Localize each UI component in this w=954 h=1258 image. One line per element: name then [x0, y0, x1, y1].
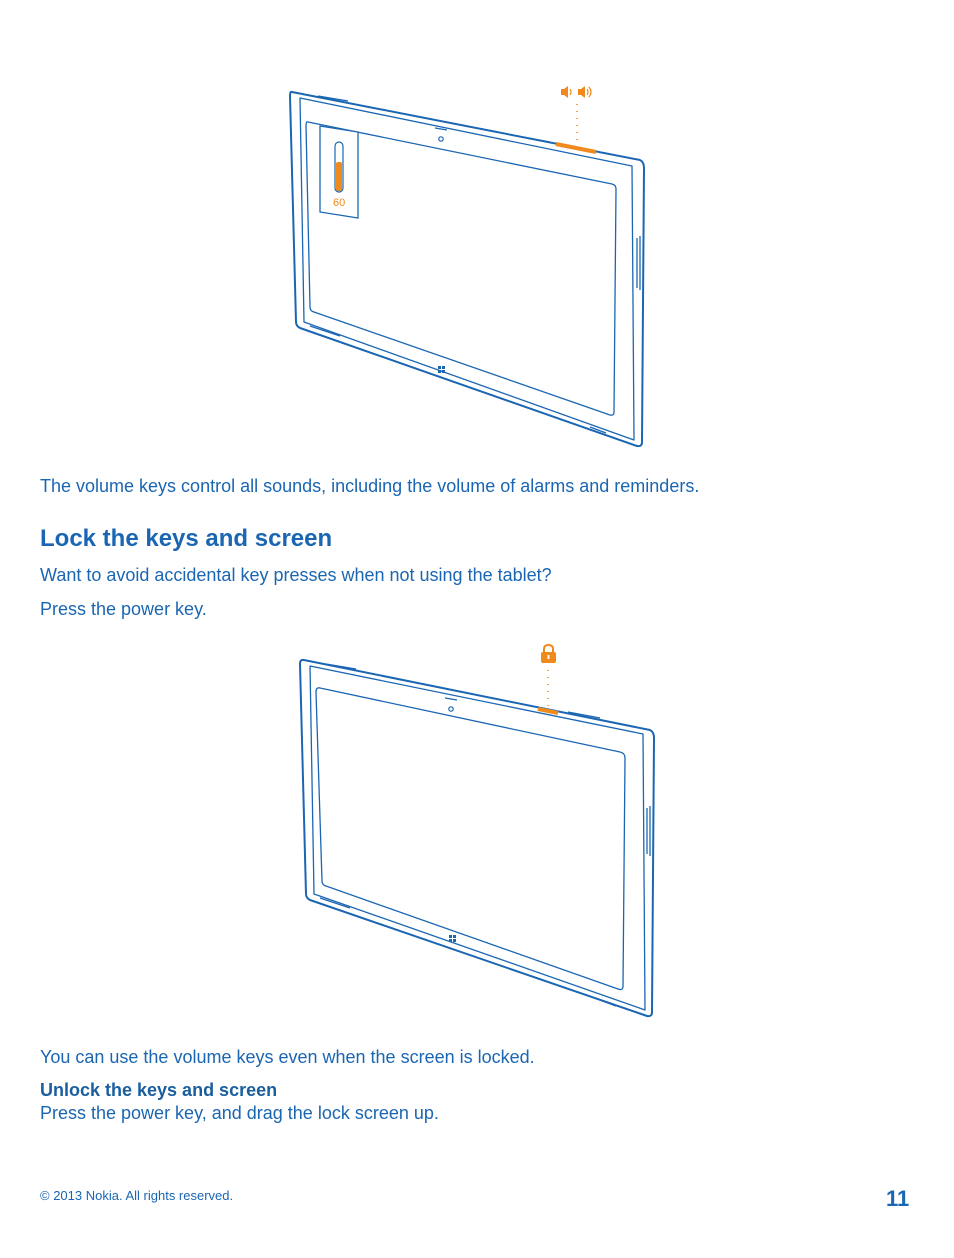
camera-icon [445, 698, 457, 711]
camera-icon [435, 128, 447, 141]
section-heading-unlock: Unlock the keys and screen [40, 1080, 278, 1100]
volume-key-highlight [556, 144, 596, 152]
section-heading-lock: Lock the keys and screen [40, 525, 333, 552]
power-key-highlight [538, 709, 558, 713]
volume-keys-illustration [280, 80, 660, 460]
lock-instruction-text: Press the power key. [40, 599, 207, 619]
volume-level-bar [336, 162, 342, 191]
volume-caption: The volume keys control all sounds, including the volume of alarms and reminders. [40, 476, 700, 496]
volume-down-up-icon [561, 86, 591, 98]
tablet-screen [316, 688, 625, 990]
tablet-body [300, 660, 654, 1016]
page-number: 11 [886, 1186, 910, 1211]
volume-overlay [320, 126, 358, 218]
windows-logo-icon [449, 935, 456, 942]
windows-logo-icon [438, 366, 445, 373]
lock-icon [541, 645, 556, 663]
lock-caption: You can use the volume keys even when the screen is locked. [40, 1047, 535, 1067]
unlock-instruction-text: Press the power key, and drag the lock screen up. [40, 1103, 439, 1123]
copyright-notice: © 2013 Nokia. All rights reserved. [40, 1188, 234, 1203]
power-key-illustration [290, 640, 670, 1030]
lock-intro-text: Want to avoid accidental key presses when not using the tablet? [40, 565, 552, 585]
volume-level-text: 60 [333, 197, 346, 209]
